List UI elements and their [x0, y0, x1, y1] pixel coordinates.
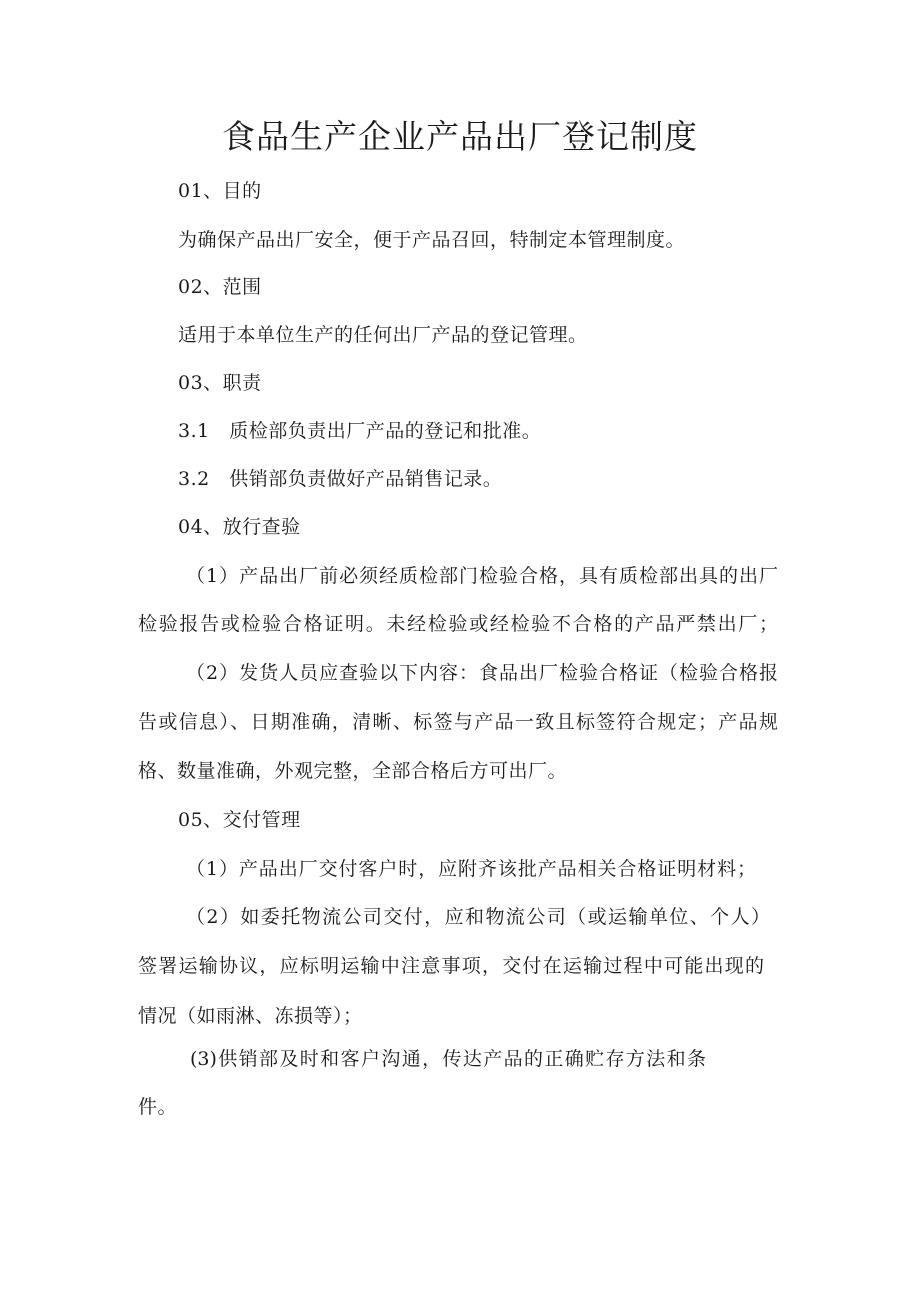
section-3-item-1: 3.1 质检部负责出厂产品的登记和批准。 — [178, 420, 542, 442]
section-5-para-2-line-1: （2）如委托物流公司交付，应和物流公司（或运输单位、个人） — [186, 906, 770, 928]
section-5-para-2-line-2: 签署运输协议，应标明运输中注意事项，交付在运输过程中可能出现的 — [138, 955, 764, 977]
section-4-para-2-line-1: （2）发货人员应查验以下内容：食品出厂检验合格证（检验合格报 — [186, 662, 778, 684]
section-5-para-3-line-2: 件。 — [138, 1096, 178, 1118]
section-3-heading: 03、职责 — [178, 372, 262, 394]
section-4-heading: 04、放行查验 — [178, 516, 301, 538]
section-4-para-2-line-2: 告或信息）、日期准确，清晰、标签与产品一致且标签符合规定；产品规 — [138, 711, 778, 733]
section-1-text: 为确保产品出厂安全，便于产品召回，特制定本管理制度。 — [178, 229, 686, 251]
section-4-para-1-line-2: 检验报告或检验合格证明。未经检验或经检验不合格的产品严禁出厂； — [138, 613, 778, 635]
section-5-para-3-line-1: (3)供销部及时和客户沟通，传达产品的正确贮存方法和条 — [190, 1048, 706, 1070]
section-5-para-1: （1）产品出厂交付客户时，应附齐该批产品相关合格证明材料； — [186, 858, 756, 880]
section-2-text: 适用于本单位生产的任何出厂产品的登记管理。 — [178, 324, 588, 346]
section-5-heading: 05、交付管理 — [178, 809, 301, 831]
document-title: 食品生产企业产品出厂登记制度 — [222, 117, 698, 156]
section-2-heading: 02、范围 — [178, 276, 262, 298]
section-4-para-2-line-3: 格、数量准确，外观完整，全部合格后方可出厂。 — [138, 760, 568, 782]
section-4-para-1-line-1: （1）产品出厂前必须经质检部门检验合格，具有质检部出具的出厂 — [186, 565, 778, 587]
section-5-para-2-line-3: 情况（如雨淋、冻损等）； — [138, 1005, 363, 1027]
section-3-item-2: 3.2 供销部负责做好产品销售记录。 — [178, 468, 503, 490]
section-1-heading: 01、目的 — [178, 180, 262, 202]
